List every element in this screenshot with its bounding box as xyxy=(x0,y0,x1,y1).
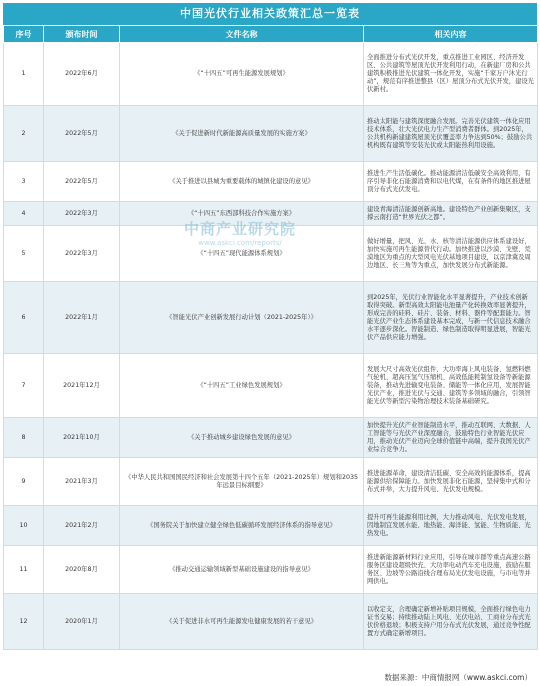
cell-serial-number: 5 xyxy=(4,226,44,282)
cell-related-content: 到2025年，光伏行业智能化水平显著提升，产业技术创新取得突破。新型高效太阳能电池量产化转换效率显著提升，形成完善的硅料、硅片、装备、材料、器件等配套能力。智能光伏产业生态体系建设基本完成，与新一代信息技术融合水平逐步深化。智能制造、绿色制造取得明显进展，智能光伏产品供应能力增强。 xyxy=(364,282,538,354)
policy-table xyxy=(3,25,538,650)
table-row xyxy=(4,354,538,418)
cell-issue-date: 2022年5月 xyxy=(44,106,120,162)
cell-issue-date: 2021年10月 xyxy=(44,418,120,458)
cell-related-content: 推进新能源新材料行业应用，引导在城市群等重点高速公路服务区建设超级快充、大功率电动汽车充电设施，鼓励在服务区、边坡等公路沿线合理布局光伏发电设施，与市电等并网供电。 xyxy=(364,546,538,594)
cell-document-name: 《智能光伏产业创新发展行动计划（2021-2025年）》 xyxy=(120,282,364,354)
cell-serial-number: 2 xyxy=(4,106,44,162)
cell-issue-date: 2022年3月 xyxy=(44,202,120,226)
cell-issue-date: 2020年8月 xyxy=(44,546,120,594)
cell-serial-number: 9 xyxy=(4,458,44,506)
cell-issue-date: 2021年12月 xyxy=(44,354,120,418)
cell-issue-date: 2021年2月 xyxy=(44,506,120,546)
cell-related-content: 发展大尺寸高效光伏组件、大功率海上风电装备、氢燃料燃气轮机、超高压氢气压缩机、高效低能耗制氢设备等新能源装备，推动先进输变电装备、储能等一体化应用，发展智能光伏产业，推进光伏与交通、建筑等多领域的融合，引领智能光伏等新型污染物治理技术装备基础研究。 xyxy=(364,354,538,418)
cell-document-name: 《“十四五”可再生能源发展规划》 xyxy=(120,43,364,106)
header-related-content: 相关内容 xyxy=(364,26,538,43)
cell-issue-date: 2022年3月 xyxy=(44,226,120,282)
page-title: 中国光伏行业相关政策汇总一览表 xyxy=(3,3,537,25)
cell-related-content: 推进能源革命，建设清洁低碳、安全高效的能源体系，提高能源供给保障能力。加快发展非化石能源，坚持集中式和分布式并举，大力提升风电、光伏发电规模。 xyxy=(364,458,538,506)
table-row xyxy=(4,202,538,226)
cell-related-content: 全面推进分布式光伏开发，重点推进工业园区、经济开发区、公共建筑等屋顶光伏开发利用行动，在新建厂房和公共建筑积极推进光伏建筑一体化开发，实施“千家万户沐光行动”，规范有序推进整县（区）屋顶分布式光伏开发，建设光伏新村。 xyxy=(364,43,538,106)
table-row xyxy=(4,546,538,594)
cell-serial-number: 11 xyxy=(4,546,44,594)
cell-document-name: 《中华人民共和国国民经济和社会发展第十四个五年（2021-2025年）规划和2035年远景目标纲要》 xyxy=(120,458,364,506)
cell-issue-date: 2022年6月 xyxy=(44,43,120,106)
cell-issue-date: 2022年1月 xyxy=(44,282,120,354)
cell-serial-number: 12 xyxy=(4,594,44,650)
cell-serial-number: 4 xyxy=(4,202,44,226)
table-row xyxy=(4,43,538,106)
table-row xyxy=(4,162,538,202)
cell-document-name: 《关于促进新时代新能源高质量发展的实施方案》 xyxy=(120,106,364,162)
cell-related-content: 提升可再生能源利用比例，大力推动风电、光伏发电发展，因地制宜发展水能、地热能、海洋能、氢能、生物质能、光热发电。 xyxy=(364,506,538,546)
cell-document-name: 《“十四五”工业绿色发展规划》 xyxy=(120,354,364,418)
cell-related-content: 加快提升光伏产业智能制造水平，推动互联网、大数据、人工智能等与光伏产业深度融合，鼓励特色行业智能光伏应用，推动光伏产业迈向全球价值链中高端，提升我国光伏产业综合竞争力。 xyxy=(364,418,538,458)
cell-document-name: 《“十四五”东西部科技合作实施方案》 xyxy=(120,202,364,226)
cell-issue-date: 2020年1月 xyxy=(44,594,120,650)
cell-serial-number: 6 xyxy=(4,282,44,354)
table-row xyxy=(4,282,538,354)
table-header-row xyxy=(4,26,538,43)
cell-related-content: 以收定支，合理确定新增补贴项目规模，全面推行绿色电力证书交易；持续推动陆上风电、光伏电站、工商业分布式光伏价格退坡；积极支持户用分布式光伏发展，通过竞争性配置方式确定新增项目。 xyxy=(364,594,538,650)
watermark-logo: 中商产业研究院 xyxy=(183,220,296,238)
table-row xyxy=(4,226,538,282)
cell-issue-date: 2022年5月 xyxy=(44,162,120,202)
source-note: 数据来源：中商情报网（www.askci.com） xyxy=(384,673,532,682)
table-body xyxy=(4,43,538,650)
table-row xyxy=(4,506,538,546)
watermark-url: www.askci.com/reports/ xyxy=(198,239,282,247)
cell-issue-date: 2021年3月 xyxy=(44,458,120,506)
cell-serial-number: 10 xyxy=(4,506,44,546)
header-issue-date: 颁布时间 xyxy=(44,26,120,43)
cell-related-content: 推动太阳能与建筑深度融合发展。完善光伏建筑一体化应用技术体系，壮大光伏电力生产型消费者群体。到2025年，公共机构新建建筑屋顶光伏覆盖率力争达到50%；鼓励公共机构既有建筑等安装光伏或太阳能热利用设施。 xyxy=(364,106,538,162)
table-row xyxy=(4,594,538,650)
table-row xyxy=(4,458,538,506)
table-row xyxy=(4,418,538,458)
header-serial-number: 序号 xyxy=(4,26,44,43)
table-row xyxy=(4,106,538,162)
cell-document-name: 《关于推动城乡建设绿色发展的意见》 xyxy=(120,418,364,458)
header-document-name: 文件名称 xyxy=(120,26,364,43)
cell-document-name: 《国务院关于加快建立健全绿色低碳循环发展经济体系的指导意见》 xyxy=(120,506,364,546)
cell-serial-number: 3 xyxy=(4,162,44,202)
cell-document-name: 《推动交通运输领域新型基础设施建设的指导意见》 xyxy=(120,546,364,594)
cell-related-content: 建设青海清洁能源创新高地。建设特色产业创新集聚区，支撑云南打造“世界光伏之都”。 xyxy=(364,202,538,226)
cell-document-name: 《“十四五”现代能源体系规划》 xyxy=(120,226,364,282)
cell-document-name: 《关于促进非水可再生能源发电健康发展的若干意见》 xyxy=(120,594,364,650)
cell-related-content: 做好增量，把风、光、水、核等清洁能源供应体系建设好，加快实施可再生能源替代行动。加快推进以沙漠、戈壁、荒漠地区为重点的大型风电光伏基地项目建设，以京津冀及周边地区、长三角等为重点，加快发展分布式新能源。 xyxy=(364,226,538,282)
cell-document-name: 《关于推进以县城为重要载体的城镇化建设的意见》 xyxy=(120,162,364,202)
cell-serial-number: 7 xyxy=(4,354,44,418)
cell-related-content: 推进生产生活低碳化。推动能源清洁低碳安全高效利用，有序引导非化石能源消费和以电代煤，在有条件的地区推进屋顶分布式光伏发电。 xyxy=(364,162,538,202)
cell-serial-number: 1 xyxy=(4,43,44,106)
cell-serial-number: 8 xyxy=(4,418,44,458)
